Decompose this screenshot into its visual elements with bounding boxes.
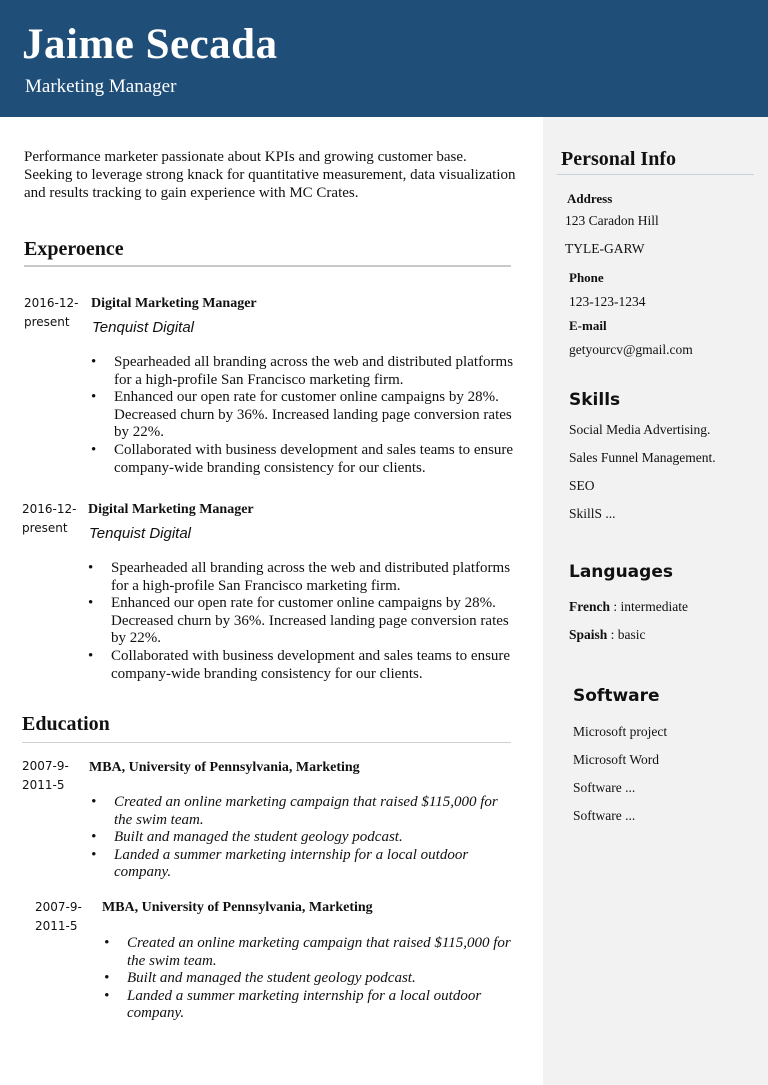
bullet-line: company-wide branding consistency for our clients. — [114, 459, 426, 476]
job-title: Digital Marketing Manager — [91, 296, 257, 311]
bullet-dot: • — [104, 935, 110, 951]
language-level: : intermediate — [610, 599, 688, 614]
edu-date-end: 2011-5 — [22, 778, 65, 792]
edu-date — [22, 757, 69, 795]
bullet-line: Spearheaded all branding across the web and distributed platforms — [111, 560, 511, 576]
bullet-line: company. — [127, 1005, 185, 1022]
bullet-line: Landed a summer marketing internship for a local outdoor — [127, 987, 482, 1004]
edu-degree: MBA, University of Pennsylvania, Marketing — [89, 760, 360, 775]
job-date-start: 2016-12- — [22, 502, 77, 516]
bullet-line: for a high-profile San Francisco marketing firm. — [111, 577, 401, 594]
job-company: Tenquist Digital — [89, 525, 192, 542]
bullet-dot: • — [104, 987, 110, 1004]
job-title: Digital Marketing Manager — [88, 502, 254, 517]
bullet-line: the swim team. — [114, 811, 204, 828]
bullet-dot: • — [91, 354, 97, 370]
bullet-dot: • — [91, 794, 97, 810]
address-line1: 123 Caradon Hill — [565, 213, 659, 228]
personal-info-heading: Personal Info — [561, 148, 676, 170]
profile-summary — [24, 148, 536, 202]
software-heading: Software — [573, 686, 660, 706]
skills-heading: Skills — [569, 390, 621, 410]
bullet-dot: • — [104, 970, 110, 987]
address-line2: TYLE-GARW — [565, 241, 645, 256]
edu-date-start: 2007-9- — [22, 759, 69, 773]
phone-label: Phone — [569, 270, 604, 285]
bullet-item — [88, 595, 510, 648]
bullet-line: for a high-profile San Francisco marketing firm. — [114, 371, 404, 388]
edu-date — [35, 898, 82, 936]
bullet-item — [104, 988, 511, 1023]
job-date-end: present — [22, 521, 68, 535]
bullet-dot: • — [91, 389, 97, 406]
language-level: : basic — [607, 627, 646, 642]
edu-date-end: 2011-5 — [35, 919, 78, 933]
edu-degree: MBA, University of Pennsylvania, Marketing — [102, 900, 373, 915]
bullet-line: Landed a summer marketing internship for a local outdoor — [114, 846, 469, 863]
bullet-item — [91, 389, 513, 442]
bullet-dot: • — [91, 846, 97, 863]
job-date-start: 2016-12- — [24, 296, 79, 310]
job-date — [24, 294, 78, 332]
education-heading: Education — [22, 713, 110, 735]
education-divider — [22, 742, 511, 743]
bullet-line: Built and managed the student geology podcast. — [114, 829, 403, 846]
bullet-line: Created an online marketing campaign that raised $115,000 for — [114, 794, 498, 810]
experience-divider — [24, 265, 511, 267]
language-item — [569, 627, 646, 643]
summary-line: Seeking to leverage strong knack for quantitative measurement, data visualization — [24, 167, 516, 183]
bullet-line: company-wide branding consistency for our clients. — [111, 665, 423, 682]
bullet-line: Decreased churn by 36%. Increased landing page conversion rates — [111, 612, 509, 629]
bullet-line: company. — [114, 864, 172, 881]
bullet-item — [104, 935, 511, 970]
summary-line: Performance marketer passionate about KPIs and growing customer base. — [24, 149, 467, 165]
bullet-line: Collaborated with business development and sales teams to ensure — [111, 647, 511, 664]
edu-bullets — [104, 935, 511, 1023]
bullet-dot: • — [88, 595, 94, 612]
job-bullets — [91, 354, 513, 477]
bullet-item — [91, 794, 498, 829]
bullet-dot: • — [91, 829, 97, 846]
skill-item: Sales Funnel Management. — [569, 450, 716, 465]
software-item: Microsoft project — [573, 724, 668, 739]
software-item: Software ... — [573, 780, 636, 795]
bullet-dot: • — [91, 441, 97, 458]
bullet-line: Decreased churn by 36%. Increased landing page conversion rates — [114, 406, 512, 423]
bullet-line: Enhanced our open rate for customer online campaigns by 28%. — [111, 595, 496, 612]
job-company: Tenquist Digital — [92, 319, 195, 336]
languages-heading: Languages — [569, 562, 673, 582]
bullet-line: Collaborated with business development and sales teams to ensure — [114, 441, 514, 458]
language-name: French — [569, 599, 610, 614]
language-item — [569, 599, 688, 615]
software-item: Microsoft Word — [573, 752, 660, 767]
phone-value: 123-123-1234 — [569, 294, 646, 309]
bullet-item — [88, 648, 510, 683]
candidate-role: Marketing Manager — [25, 76, 177, 97]
summary-line: and results tracking to gain experience with MC Crates. — [24, 185, 359, 201]
skill-item: Social Media Advertising. — [569, 422, 711, 437]
bullet-item — [91, 354, 513, 389]
bullet-line: Spearheaded all branding across the web and distributed platforms — [114, 354, 514, 370]
bullet-item — [91, 847, 498, 882]
job-date — [22, 500, 76, 538]
language-name: Spaish — [569, 627, 608, 642]
address-label: Address — [567, 191, 613, 206]
job-bullets — [88, 560, 510, 683]
skill-item: SkillS ... — [569, 506, 616, 521]
bullet-dot: • — [88, 647, 94, 664]
bullet-item — [104, 970, 511, 988]
skill-item: SEO — [569, 478, 595, 493]
bullet-item — [88, 560, 510, 595]
bullet-line: the swim team. — [127, 952, 217, 969]
bullet-line: Created an online marketing campaign that raised $115,000 for — [127, 935, 511, 951]
candidate-name: Jaime Secada — [22, 21, 278, 68]
bullet-line: by 22%. — [111, 630, 161, 647]
bullet-item — [91, 442, 513, 477]
email-label: E-mail — [569, 318, 607, 333]
edu-bullets — [91, 794, 498, 882]
experience-heading: Experoence — [24, 238, 124, 260]
bullet-line: Enhanced our open rate for customer online campaigns by 28%. — [114, 389, 499, 406]
personal-info-divider — [557, 174, 754, 175]
header-banner — [0, 0, 768, 117]
bullet-dot: • — [88, 560, 94, 576]
bullet-line: Built and managed the student geology podcast. — [127, 970, 416, 987]
email-value: getyourcv@gmail.com — [569, 342, 693, 357]
job-date-end: present — [24, 315, 70, 329]
bullet-item — [91, 829, 498, 847]
edu-date-start: 2007-9- — [35, 900, 82, 914]
software-item: Software ... — [573, 808, 636, 823]
bullet-line: by 22%. — [114, 424, 164, 441]
